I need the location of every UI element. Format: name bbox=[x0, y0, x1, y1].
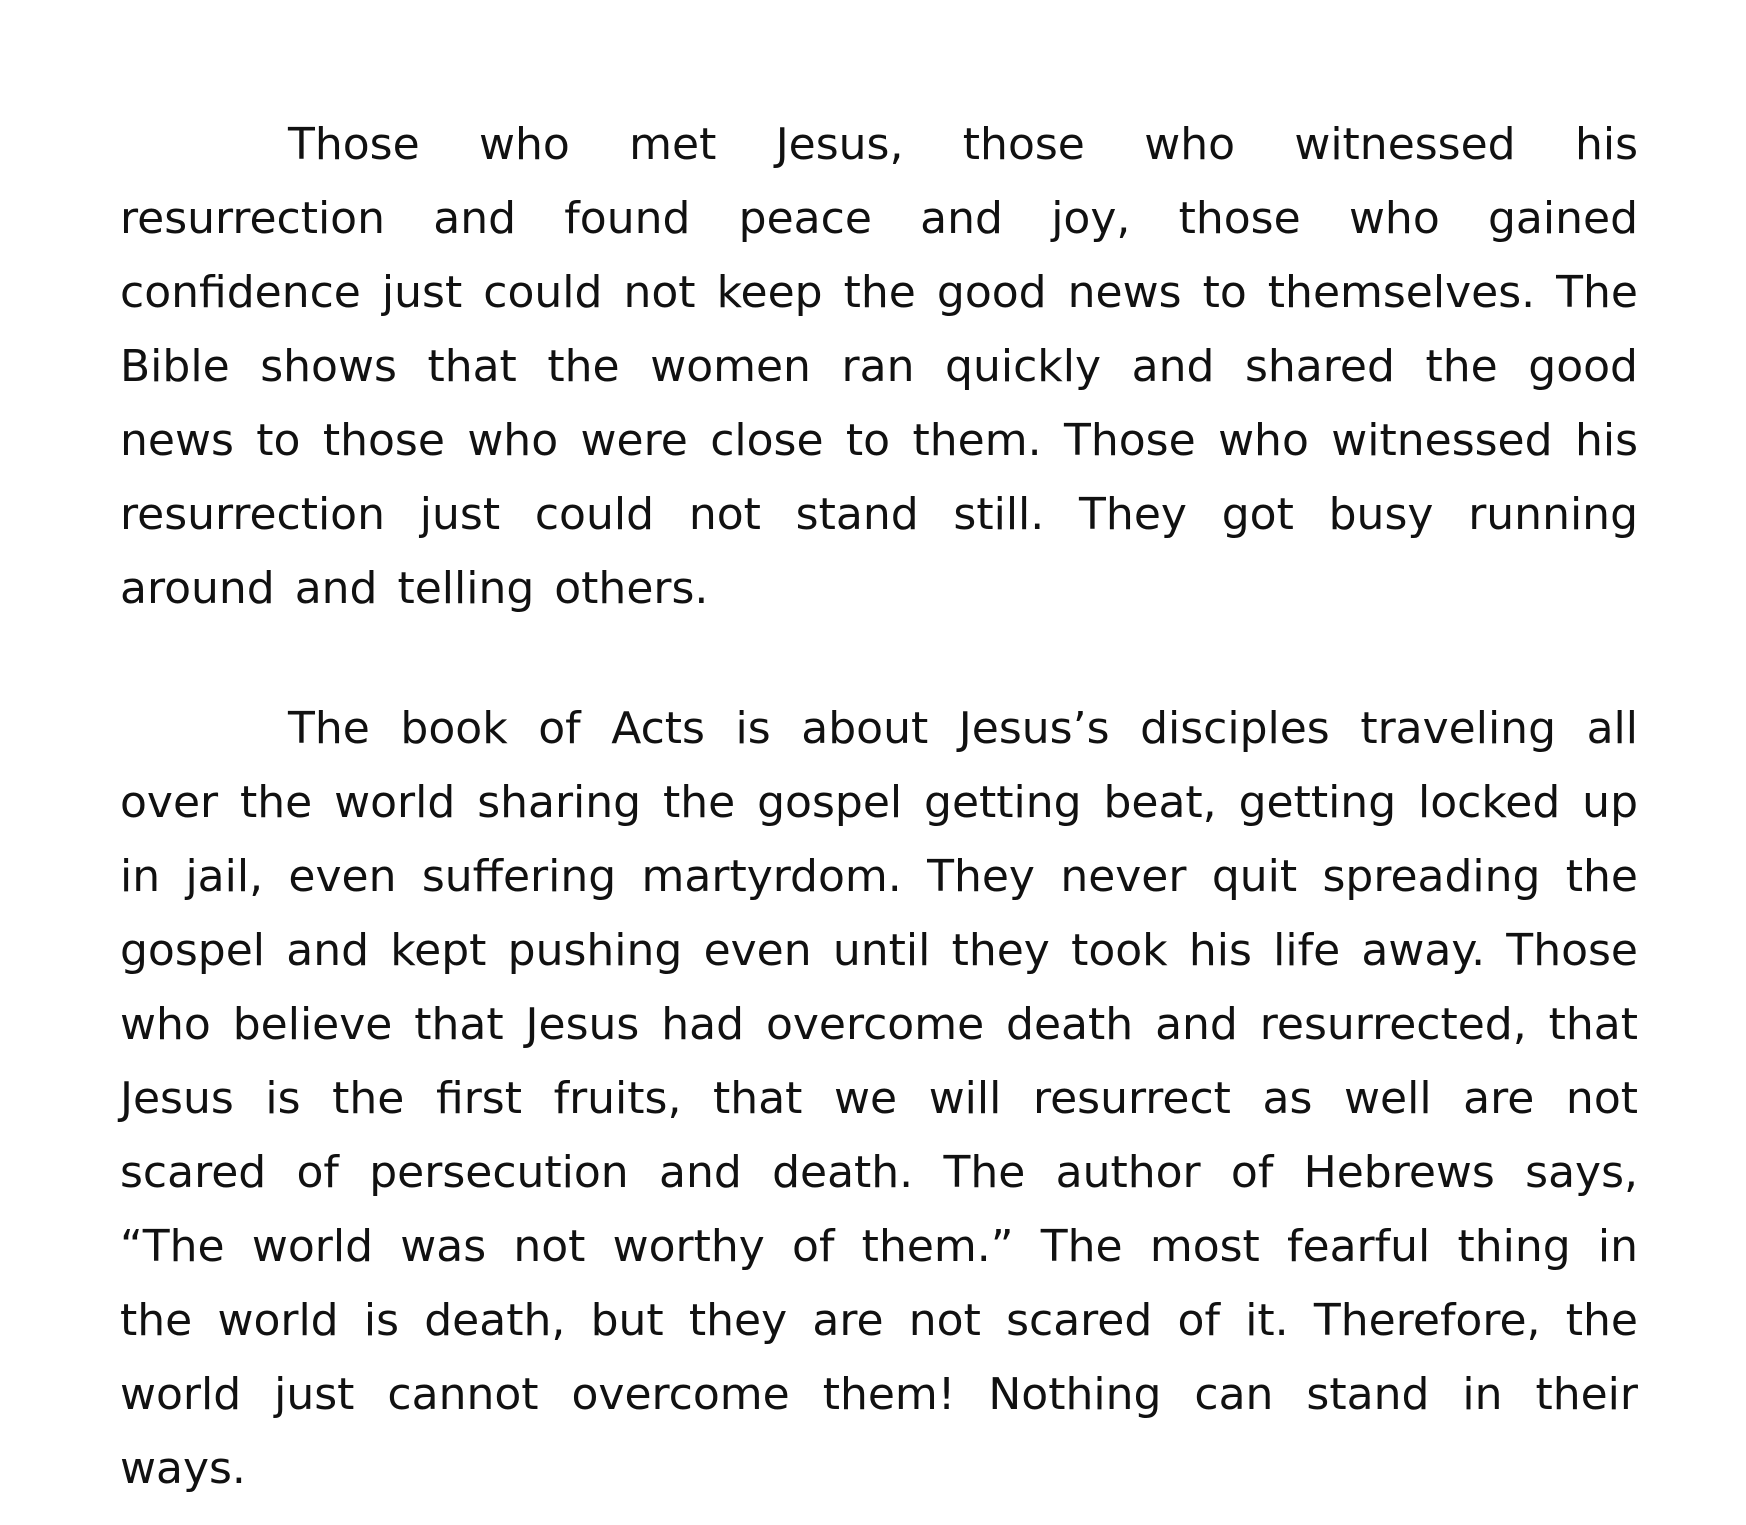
paragraph: Those who met Jesus, those who witnessed his resurrection and found peace and joy, those who gained confidence just could not keep the good news to themselves. The Bible shows that the women ran quickly and shared the good news to those who were close to them. Those who witnessed his resurrection just could not stand still. They got busy running around and telling others. bbox=[120, 119, 1638, 614]
document-body bbox=[120, 108, 1638, 1506]
paragraph: The book of Acts is about Jesus’s disciples traveling all over the world sharing the gospel getting beat, getting locked up in jail, even suffering martyrdom. They never quit spreading the gospel and kept pushing even until they took his life away. Those who believe that Jesus had overcome death and resurrected, that Jesus is the first fruits, that we will resurrect as well are not scared of persecution and death. The author of Hebrews says, “The world was not worthy of them.” The most fearful thing in the world is death, but they are not scared of it. Therefore, the world just cannot overcome them! Nothing can stand in their ways. bbox=[120, 703, 1638, 1494]
